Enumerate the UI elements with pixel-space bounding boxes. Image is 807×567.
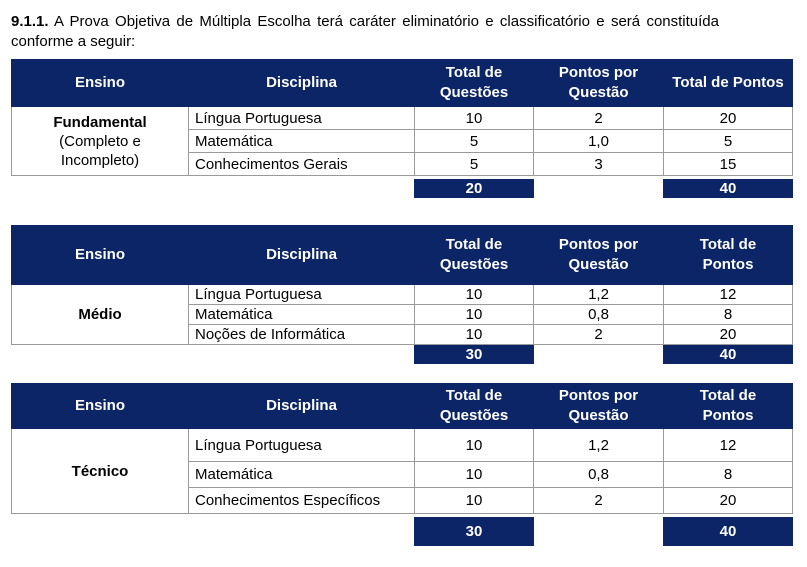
sum-questoes: 30	[415, 518, 534, 546]
pontos-cell: 2	[534, 107, 664, 130]
sum-questoes: 30	[415, 345, 534, 364]
ensino-title: Fundamental	[53, 113, 147, 131]
header-pontos-por-questao: Pontos por Questão	[534, 226, 664, 285]
header-ensino: Ensino	[12, 226, 189, 285]
disciplina-cell: Conhecimentos Gerais	[189, 153, 415, 176]
pontos-cell: 2	[534, 488, 664, 514]
table-row	[12, 429, 793, 462]
disciplina-cell: Matemática	[189, 462, 415, 488]
ensino-cell: Técnico	[12, 429, 189, 514]
total-cell: 20	[664, 488, 793, 514]
ensino-cell: Médio	[12, 285, 189, 345]
questoes-cell: 10	[415, 429, 534, 462]
sum-pontos: 40	[664, 518, 793, 546]
questoes-cell: 10	[415, 107, 534, 130]
total-cell: 20	[664, 325, 793, 345]
sum-pontos: 40	[664, 180, 793, 198]
intro-paragraph	[11, 12, 719, 52]
disciplina-cell: Língua Portuguesa	[189, 429, 415, 462]
header-disciplina: Disciplina	[189, 226, 415, 285]
pontos-cell: 1,2	[534, 285, 664, 305]
disciplina-cell: Língua Portuguesa	[189, 285, 415, 305]
header-row	[12, 384, 793, 429]
pontos-cell: 0,8	[534, 305, 664, 325]
header-total-questoes: Total de Questões	[415, 60, 534, 107]
header-ensino: Ensino	[12, 60, 189, 107]
table-tecnico	[11, 383, 793, 546]
total-cell: 8	[664, 462, 793, 488]
table-row	[12, 107, 793, 130]
pontos-cell: 2	[534, 325, 664, 345]
questoes-cell: 10	[415, 488, 534, 514]
header-row	[12, 60, 793, 107]
header-total-pontos: Total de Pontos	[664, 226, 793, 285]
header-row	[12, 226, 793, 285]
table-row	[12, 285, 793, 305]
ensino-subtitle-2: Incompleto)	[60, 151, 140, 169]
total-cell: 12	[664, 429, 793, 462]
total-cell: 20	[664, 107, 793, 130]
intro-text: A Prova Objetiva de Múltipla Escolha terá caráter eliminatório e classificatório e será constituída conforme a seguir:	[11, 13, 719, 50]
pontos-cell: 0,8	[534, 462, 664, 488]
table-medio	[11, 225, 793, 364]
totals-row	[12, 345, 793, 364]
section-number: 9.1.1.	[11, 13, 49, 30]
disciplina-cell: Língua Portuguesa	[189, 107, 415, 130]
total-cell: 15	[664, 153, 793, 176]
disciplina-cell: Conhecimentos Específicos	[189, 488, 415, 514]
sum-questoes: 20	[415, 180, 534, 198]
totals-row	[12, 518, 793, 546]
questoes-cell: 10	[415, 462, 534, 488]
table-fundamental	[11, 59, 793, 198]
header-disciplina: Disciplina	[189, 60, 415, 107]
disciplina-cell: Matemática	[189, 130, 415, 153]
disciplina-cell: Noções de Informática	[189, 325, 415, 345]
ensino-subtitle-1: (Completo e	[59, 132, 141, 150]
total-cell: 12	[664, 285, 793, 305]
pontos-cell: 3	[534, 153, 664, 176]
header-total-pontos: Total de Pontos	[664, 384, 793, 429]
header-total-questoes: Total de Questões	[415, 226, 534, 285]
sum-pontos: 40	[664, 345, 793, 364]
header-pontos-por-questao: Pontos por Questão	[534, 384, 664, 429]
pontos-cell: 1,0	[534, 130, 664, 153]
pontos-cell: 1,2	[534, 429, 664, 462]
questoes-cell: 5	[415, 130, 534, 153]
totals-row	[12, 180, 793, 198]
header-total-questoes: Total de Questões	[415, 384, 534, 429]
header-pontos-por-questao: Pontos por Questão	[534, 60, 664, 107]
questoes-cell: 10	[415, 285, 534, 305]
total-cell: 8	[664, 305, 793, 325]
header-total-pontos: Total de Pontos	[664, 60, 793, 107]
ensino-cell	[12, 107, 189, 176]
header-ensino: Ensino	[12, 384, 189, 429]
header-disciplina: Disciplina	[189, 384, 415, 429]
questoes-cell: 10	[415, 325, 534, 345]
disciplina-cell: Matemática	[189, 305, 415, 325]
total-cell: 5	[664, 130, 793, 153]
questoes-cell: 5	[415, 153, 534, 176]
questoes-cell: 10	[415, 305, 534, 325]
